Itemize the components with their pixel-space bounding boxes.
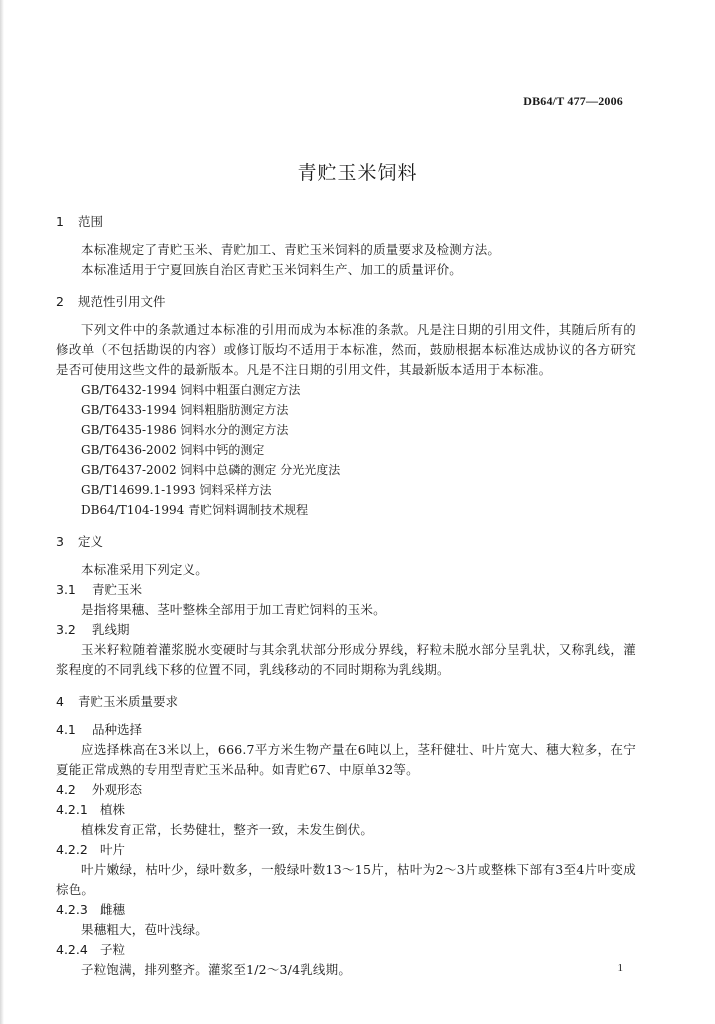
reference-item: GB/T6436-2002 饲料中钙的测定 — [81, 443, 265, 457]
section-heading-4: 4 青贮玉米质量要求 — [56, 694, 179, 709]
subsection-heading-3-1: 3.1 青贮玉米 — [56, 582, 143, 597]
page-number: 1 — [617, 962, 623, 974]
paragraph: 果穗粗大，苞叶浅绿。 — [81, 922, 209, 937]
subsection-heading-4-2-4: 4.2.4 子粒 — [56, 942, 126, 957]
reference-item: GB/T6433-1994 饲料粗脂肪测定方法 — [81, 403, 289, 417]
paragraph: 下列文件中的条款通过本标准的引用而成为本标准的条款。凡是注日期的引用文件，其随后所有的修改单（不包括勘误的内容）或修订版均不适用于本标准，然而，鼓励根据本标准达成协议的各方研究是否可使用这些文件的最新版本。凡是不注日期的引用文件，其最新版本适用于本标准。 — [56, 322, 636, 377]
document-body — [56, 212, 636, 980]
paragraph: 是指将果穗、茎叶整株全部用于加工青贮饲料的玉米。 — [81, 602, 386, 617]
subsection-heading-4-2-2: 4.2.2 叶片 — [56, 842, 126, 857]
paragraph: 应选择株高在3米以上，666.7平方米生物产量在6吨以上，茎秆健壮、叶片宽大、穗大粒多，在宁夏能正常成熟的专用型青贮玉米品种。如青贮67、中原单32等。 — [56, 742, 636, 777]
paragraph: 子粒饱满，排列整齐。灌浆至1/2～3/4乳线期。 — [81, 962, 352, 977]
paragraph: 本标准规定了青贮玉米、青贮加工、青贮玉米饲料的质量要求及检测方法。 — [81, 242, 501, 257]
subsection-heading-3-2: 3.2 乳线期 — [56, 622, 130, 637]
subsection-heading-4-2-1: 4.2.1 植株 — [56, 802, 126, 817]
paragraph: 本标准采用下列定义。 — [81, 562, 209, 577]
paragraph: 植株发育正常，长势健壮，整齐一致，未发生倒伏。 — [81, 822, 374, 837]
section-heading-3: 3 定义 — [56, 534, 104, 549]
reference-item: GB/T6432-1994 饲料中粗蛋白测定方法 — [81, 383, 301, 397]
paragraph: 本标准适用于宁夏回族自治区青贮玉米饲料生产、加工的质量评价。 — [81, 262, 463, 277]
subsection-heading-4-2-3: 4.2.3 雌穗 — [56, 902, 126, 917]
reference-item: GB/T6435-1986 饲料水分的测定方法 — [81, 423, 289, 437]
paragraph: 叶片嫩绿，枯叶少，绿叶数多，一般绿叶数13～15片，枯叶为2～3片或整株下部有3至4片叶变成棕色。 — [56, 862, 636, 897]
document-code: DB64/T 477—2006 — [523, 94, 623, 108]
reference-item: DB64/T104-1994 青贮饲料调制技术规程 — [81, 503, 309, 517]
document-title: 青贮玉米饲料 — [297, 162, 418, 184]
scan-edge-shadow — [0, 0, 4, 1024]
subsection-heading-4-2: 4.2 外观形态 — [56, 782, 143, 797]
subsection-heading-4-1: 4.1 品种选择 — [56, 722, 143, 737]
reference-item: GB/T14699.1-1993 饲料采样方法 — [81, 483, 272, 497]
paragraph: 玉米籽粒随着灌浆脱水变硬时与其余乳状部分形成分界线，籽粒未脱水部分呈乳状，又称乳线，灌浆程度的不同乳线下移的位置不同，乳线移动的不同时期称为乳线期。 — [56, 642, 636, 677]
reference-item: GB/T6437-2002 饲料中总磷的测定 分光光度法 — [81, 463, 341, 477]
section-heading-2: 2 规范性引用文件 — [56, 294, 166, 309]
section-heading-1: 1 范围 — [56, 214, 104, 229]
